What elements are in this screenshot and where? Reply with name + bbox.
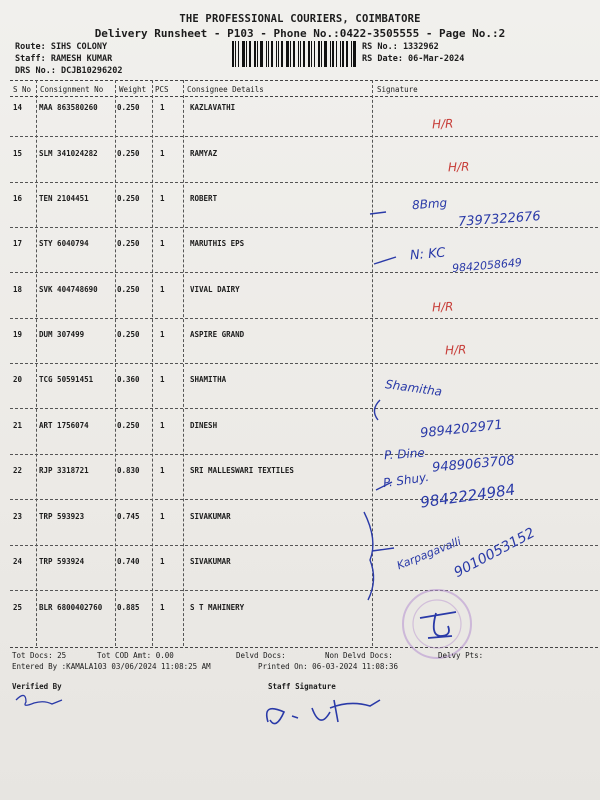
row-consignment: DUM 307499 [39,330,85,339]
row-consignment: BLR 6800402760 [39,603,103,612]
col-sno: S No [13,85,32,94]
row-pcs: 1 [160,239,165,248]
row-sno: 21 [13,421,23,430]
document-subtitle: Delivery Runsheet - P103 - Phone No.:0422-3505555 - Page No.:2 [94,27,506,40]
row-consignee: DINESH [190,421,218,430]
phone-handwriting: 9842058649 [451,255,523,276]
row-weight: 0.250 [117,103,140,112]
rs-number: RS No.: 1332962 [362,42,439,52]
signature-handwriting: H/R [431,116,454,132]
row-consignment: ART 1756074 [39,421,89,430]
row-sno: 20 [13,375,23,384]
row-consignment: TCG 50591451 [39,375,94,384]
route-label: Route: SIHS COLONY [15,42,108,52]
row-consignee: MARUTHIS EPS [190,239,245,248]
signature-handwriting: P. Dine [383,445,426,463]
row-pcs: 1 [160,512,165,521]
row-pcs: 1 [160,421,165,430]
staff-label: Staff: RAMESH KUMAR [15,54,113,64]
row-sno: 22 [13,466,23,475]
signature-handwriting: H/R [444,342,467,358]
tick-mark [374,400,380,420]
row-sno: 16 [13,194,23,203]
row-weight: 0.745 [117,512,140,521]
row-consignee: SRI MALLESWARI TEXTILES [190,466,294,475]
row-consignee: SIVAKUMAR [190,512,231,521]
row-weight: 0.830 [117,466,140,475]
row-sno: 25 [13,603,23,612]
signature-handwriting: N: KC [409,245,447,264]
row-pcs: 1 [160,194,165,203]
verified-signature [16,695,62,705]
row-consignee: RAMYAZ [190,149,218,158]
row-weight: 0.250 [117,421,140,430]
delivery-points: Delvy Pts: [438,651,484,660]
row-pcs: 1 [160,285,165,294]
row-weight: 0.360 [117,375,140,384]
signature-handwriting: H/R [447,159,470,175]
row-consignee: ASPIRE GRAND [190,330,245,339]
row-pcs: 1 [160,330,165,339]
signature-handwriting: P. Shuy. [382,469,430,491]
row-consignment: TRP 593923 [39,512,85,521]
row-sno: 23 [13,512,23,521]
col-consignment: Consignment No [40,85,104,94]
row-consignment: STY 6040794 [39,239,89,248]
row-sno: 17 [13,239,23,248]
col-signature: Signature [377,85,418,94]
row-consignment: RJP 3318721 [39,466,89,475]
bracket-mark [364,512,374,600]
row-pcs: 1 [160,375,165,384]
row-consignment: TRP 593924 [39,557,85,566]
tick-mark [372,548,394,551]
row-sno: 24 [13,557,23,566]
signature-handwriting: Karpagavalli [395,534,463,573]
col-consignee: Consignee Details [187,85,264,94]
verified-by-label: Verified By [12,682,62,691]
phone-handwriting: 7397322676 [457,209,542,230]
row-pcs: 1 [160,103,165,112]
non-delivered-docs: Non Delvd Docs: [325,651,393,660]
row-consignee: ROBERT [190,194,218,203]
phone-handwriting: 9894202971 [419,417,504,442]
rs-date: RS Date: 06-Mar-2024 [362,54,465,64]
phone-handwriting: 9842224984 [419,480,517,512]
tick-mark [374,257,396,264]
row-weight: 0.250 [117,239,140,248]
row-sno: 14 [13,103,23,112]
row-weight: 0.250 [117,194,140,203]
row-consignee: KAZLAVATHI [190,103,236,112]
phone-handwriting: 9010053152 [451,525,538,581]
row-weight: 0.250 [117,149,140,158]
row-consignee: SHAMITHA [190,375,227,384]
row-weight: 0.740 [117,557,140,566]
col-pcs: PCS [155,85,169,94]
stamp-seal [413,600,461,648]
row-pcs: 1 [160,603,165,612]
entered-by: Entered By :KAMALA103 03/06/2024 11:08:25 AM [12,662,211,671]
row-sno: 15 [13,149,23,158]
row-weight: 0.250 [117,330,140,339]
col-weight: Weight [119,85,147,94]
row-consignee: S T MAHINERY [190,603,245,612]
tick-mark [376,482,392,490]
document-title: THE PROFESSIONAL COURIERS, COIMBATORE [179,13,421,25]
row-weight: 0.885 [117,603,140,612]
row-weight: 0.250 [117,285,140,294]
row-consignment: SLM 341024282 [39,149,98,158]
row-sno: 18 [13,285,23,294]
drs-label: DRS No.: DCJB10296202 [15,66,123,76]
staff-signature [267,700,380,724]
row-sno: 19 [13,330,23,339]
tick-mark [370,212,386,214]
delivered-docs: Delvd Docs: [236,651,286,660]
printed-on: Printed On: 06-03-2024 11:08:36 [258,662,398,671]
row-consignee: VIVAL DAIRY [190,285,240,294]
signature-handwriting: Shamitha [384,377,443,399]
row-pcs: 1 [160,557,165,566]
row-pcs: 1 [160,149,165,158]
row-pcs: 1 [160,466,165,475]
row-consignment: TEN 2104451 [39,194,89,203]
row-consignment: SVK 404748690 [39,285,98,294]
staff-signature-label: Staff Signature [268,682,336,691]
total-cod: Tot COD Amt: 0.00 [97,651,174,660]
phone-handwriting: 9489063708 [431,453,516,476]
signature-handwriting: H/R [431,299,454,315]
row-consignment: MAA 863580260 [39,103,98,112]
signature-handwriting [420,612,456,638]
row-consignee: SIVAKUMAR [190,557,231,566]
signature-handwriting: 8Bmg [411,195,448,213]
total-docs: Tot Docs: 25 [12,651,67,660]
